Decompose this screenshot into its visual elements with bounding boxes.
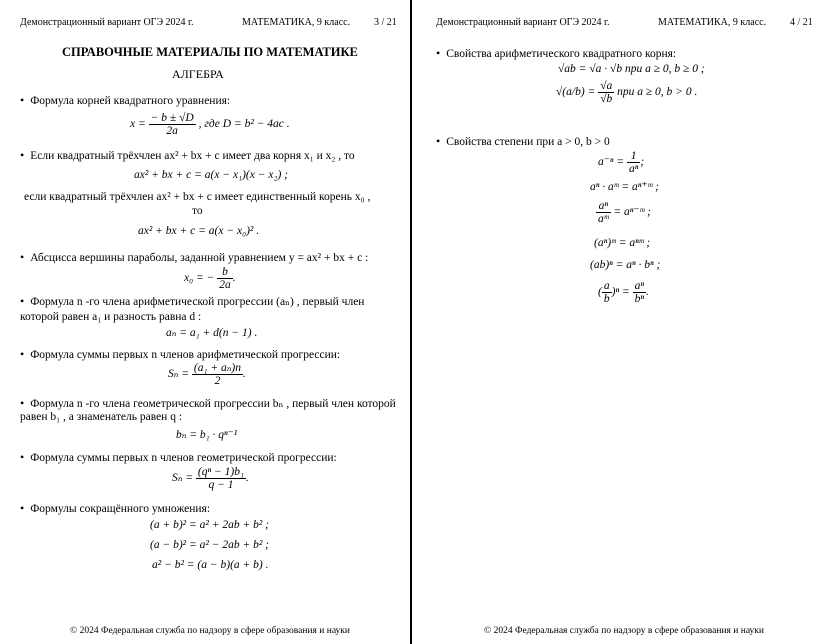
power-formula-1: a⁻ⁿ = $\frac{1}{\text{aⁿ}}$ ; (598, 150, 645, 175)
bullet-icon: • (20, 347, 25, 361)
page-3 (0, 0, 410, 644)
short-mult-formula-2: (a − b)² = a² − 2ab + b² ; (150, 539, 269, 551)
vertex-formula: x₀ = − $\frac{b}{2a}$ . (184, 266, 236, 291)
geom-sum-text: • Формула суммы первых n членов геометрической прогрессии: (20, 450, 337, 464)
arith-nth-text-1: • Формула n -го члена арифметической прогрессии (aₙ) , первый член (20, 294, 365, 308)
power-formula-4: (aⁿ)ᵐ = aⁿᵐ ; (594, 237, 651, 249)
bullet-icon: • (20, 148, 25, 162)
arith-nth-formula: aₙ = a₁ + d(n − 1) . (166, 327, 258, 339)
factorization-formula-2: ax² + bx + c = a(x − x₀)² . (138, 225, 260, 237)
bullet-icon: • (20, 450, 25, 464)
bullet-icon: • (20, 396, 25, 410)
power-formula-3: $\frac{\text{aⁿ}}{\text{aᵐ}}$ = aⁿ⁻ᵐ ; (598, 200, 651, 225)
factorization-text-2: если квадратный трёхчлен ax² + bx + c имеет единственный корень x₀ , (24, 191, 371, 203)
header-page-number: 3 / 21 (374, 17, 397, 28)
page-4 (412, 0, 822, 644)
short-mult-text: • Формулы сокращённого умножения: (20, 501, 211, 515)
sqrt-props-formula-1: √ab = √a · √b при a ≥ 0, b ≥ 0 ; (558, 63, 705, 75)
header-subject: МАТЕМАТИКА, 9 класс. (242, 17, 351, 28)
power-formula-2: aⁿ · aᵐ = aⁿ⁺ᵐ ; (590, 181, 659, 193)
short-mult-formula-1: (a + b)² = a² + 2ab + b² ; (150, 519, 269, 531)
factorization-formula-1: ax² + bx + c = a(x − x₁)(x − x₂) ; (134, 169, 288, 181)
geom-nth-text-2: равен b₁ , а знаменатель равен q : (20, 411, 183, 423)
page-title: СПРАВОЧНЫЕ МАТЕРИАЛЫ ПО МАТЕМАТИКЕ (62, 45, 358, 59)
bullet-icon: • (436, 134, 441, 148)
geom-sum-formula: Sₙ = $\frac{\text{(qⁿ − 1)b₁}}{q - 1}$ . (172, 466, 249, 491)
quadratic-roots-formula: x = $\frac{- b \pm √D}{2a}$ , где D = b² − 4ac . (130, 112, 290, 137)
header-page-number: 4 / 21 (790, 17, 813, 28)
bullet-icon: • (20, 294, 25, 308)
factorization-text-3: то (192, 205, 203, 217)
sqrt-props-text: • Свойства арифметического квадратного корня: (436, 46, 677, 60)
bullet-icon: • (20, 93, 25, 107)
bullet-icon: • (20, 501, 25, 515)
bullet-icon: • (20, 250, 25, 264)
footer-copyright: © 2024 Федеральная служба по надзору в сфере образования и науки (70, 626, 351, 636)
vertex-text: • Абсцисса вершины параболы, заданной уравнением y = ax² + bx + c : (20, 250, 369, 264)
power-formula-5: (ab)ⁿ = aⁿ · bⁿ ; (590, 259, 661, 271)
section-title: АЛГЕБРА (172, 67, 224, 81)
header-variant: Демонстрационный вариант ОГЭ 2024 г. (436, 17, 610, 28)
header-variant: Демонстрационный вариант ОГЭ 2024 г. (20, 17, 194, 28)
footer-copyright: © 2024 Федеральная служба по надзору в сфере образования и науки (484, 626, 765, 636)
factorization-text-1: • Если квадратный трёхчлен ax² + bx + c имеет два корня x₁ и x₂ , то (20, 148, 355, 162)
geom-nth-formula: bₙ = b₁ · qⁿ⁻¹ (176, 429, 238, 441)
power-props-text: • Свойства степени при a > 0, b > 0 (436, 134, 610, 148)
geom-nth-text-1: • Формула n -го члена геометрической прогрессии bₙ , первый член которой (20, 396, 396, 410)
arith-sum-formula: Sₙ = $\frac{\text{(a₁ + aₙ)n}}{2}$ . (168, 362, 246, 387)
sqrt-props-formula-2: √(a/b) = $\frac{√a}{√b}$ при a ≥ 0, b > 0 . (556, 80, 698, 105)
bullet-icon: • (436, 46, 441, 60)
short-mult-formula-3: a² − b² = (a − b)(a + b) . (152, 559, 269, 571)
arith-nth-text-2: которой равен a₁ и разность равна d : (20, 311, 202, 323)
quadratic-roots-text: • Формула корней квадратного уравнения: (20, 93, 231, 107)
header-subject: МАТЕМАТИКА, 9 класс. (658, 17, 767, 28)
power-formula-6: ( $\frac{a}{b}$ )ⁿ = $\frac{\text{aⁿ}}{\text{bⁿ}}$ . (598, 280, 649, 305)
arith-sum-text: • Формула суммы первых n членов арифметической прогрессии: (20, 347, 341, 361)
